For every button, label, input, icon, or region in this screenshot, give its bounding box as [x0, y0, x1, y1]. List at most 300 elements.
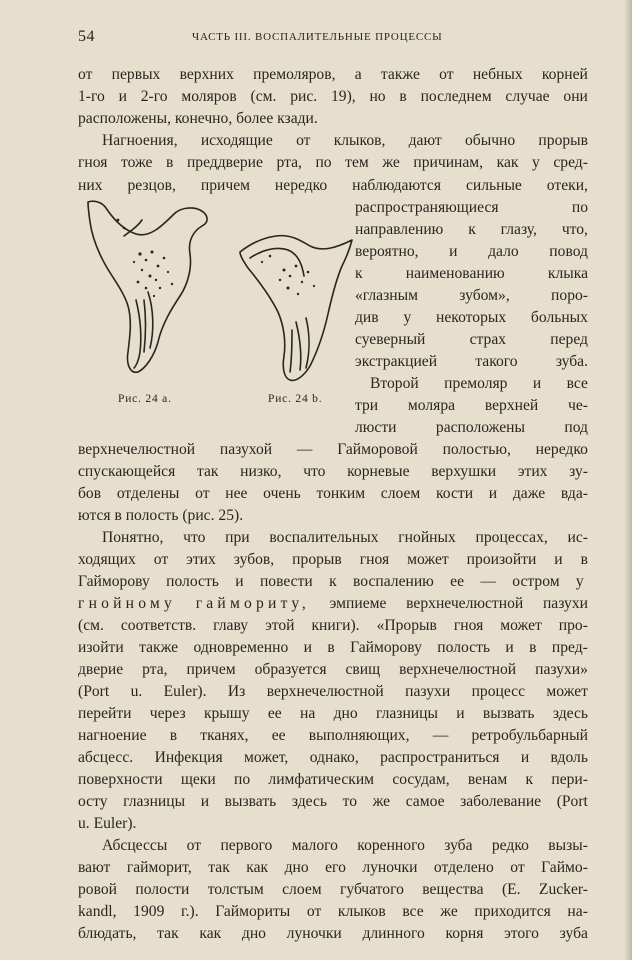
word: экстракцией	[355, 353, 438, 370]
word: глазницы	[375, 705, 438, 722]
word: вызвать	[224, 793, 277, 810]
figure-24b-caption: Рис. 24 b.	[268, 393, 323, 405]
page-number: 54	[78, 28, 95, 45]
word: остром	[512, 573, 560, 590]
text-line	[78, 813, 588, 835]
word: первых	[111, 66, 161, 83]
word: блюдать,	[78, 925, 137, 942]
word: может	[500, 617, 542, 634]
text-line	[78, 483, 588, 505]
text-line	[78, 505, 588, 527]
text-line	[78, 659, 588, 681]
word: верхнечелюстной	[406, 595, 524, 612]
word: перед	[550, 331, 588, 348]
word: заболевание	[460, 793, 542, 810]
word: в	[327, 639, 335, 656]
word: может,	[244, 749, 289, 766]
text-line-content: ются в полость (рис. 25).	[78, 507, 244, 524]
word: такого	[475, 353, 518, 370]
word: к	[329, 573, 337, 590]
word: вещества	[422, 881, 484, 898]
word: в	[529, 639, 537, 656]
word: пазухи	[542, 595, 588, 612]
word: корневые	[347, 463, 410, 480]
word: че-	[568, 397, 588, 414]
word: нагноение	[78, 727, 147, 744]
word: лимфатическим	[268, 771, 375, 788]
word: этой	[265, 617, 295, 634]
word: и	[118, 88, 127, 105]
text-line-content: расположены, конечно, более кзади.	[78, 110, 318, 127]
word: к	[525, 771, 534, 788]
word: верхнечелюстной	[78, 441, 196, 458]
word: одновременно	[193, 639, 289, 656]
word: прорыв	[538, 132, 588, 149]
word: процесс	[471, 683, 526, 700]
word: отеки,	[546, 177, 588, 194]
text-line	[355, 351, 588, 373]
word: бов	[78, 485, 102, 502]
word: выполняющих,	[308, 727, 410, 744]
word: отделено	[433, 859, 494, 876]
word: ис-	[567, 529, 588, 546]
word: полостью,	[442, 441, 511, 458]
word: нередко	[274, 177, 328, 194]
word: даже	[512, 485, 546, 502]
word: kandl,	[78, 903, 117, 920]
word: клыков	[337, 903, 386, 920]
word: наименованию	[405, 265, 505, 282]
word: изойти	[78, 639, 124, 656]
word: кости	[435, 485, 474, 502]
word: ее	[450, 573, 465, 590]
word: моляров	[181, 88, 237, 105]
word: все	[402, 903, 424, 920]
word: причем	[200, 177, 250, 194]
word: тонким	[316, 485, 366, 502]
word: «глазным	[355, 287, 418, 304]
text-line	[78, 175, 588, 197]
word: же	[372, 793, 391, 810]
word: Второй	[370, 375, 419, 392]
word: здесь	[552, 705, 588, 722]
word: 2-го	[140, 88, 168, 105]
word: толстым	[207, 881, 264, 898]
word: луночки	[362, 859, 418, 876]
word: луночки	[286, 925, 342, 942]
word: на-	[567, 903, 588, 920]
figure-24a-tooth-illustration	[84, 196, 224, 386]
text-line	[78, 86, 588, 108]
word: очень	[263, 485, 301, 502]
text-line	[102, 527, 588, 549]
word: самое	[405, 793, 445, 810]
word: небных	[472, 66, 523, 83]
word: дало	[488, 243, 519, 260]
word: слоем	[282, 881, 322, 898]
word: зуба	[444, 837, 473, 854]
word: отделены	[116, 485, 180, 502]
word: u.	[130, 683, 143, 700]
word: эмпиеме	[329, 595, 387, 612]
word: как	[496, 154, 519, 171]
text-line-content: u. Euler).	[78, 815, 137, 832]
text-line	[102, 130, 588, 152]
word: вызвать	[482, 705, 535, 722]
word: от	[510, 859, 525, 876]
word: от	[296, 132, 311, 149]
word: от	[306, 903, 322, 920]
word: у	[575, 573, 588, 590]
text-line	[78, 152, 588, 174]
word: глазницы	[123, 793, 186, 810]
word: расположены	[435, 419, 525, 436]
word: по	[233, 771, 251, 788]
word: верхних	[179, 66, 234, 83]
word: люсти	[355, 419, 397, 436]
word: в	[169, 727, 178, 744]
word: что,	[561, 221, 588, 238]
text-line	[78, 64, 588, 86]
word: абсцесс.	[78, 749, 134, 766]
word: вероятно,	[355, 243, 419, 260]
word: что	[183, 529, 206, 546]
word: от	[153, 551, 169, 568]
word: этих	[186, 551, 216, 568]
word: от	[186, 837, 202, 854]
word: зуба	[559, 925, 588, 942]
text-line	[370, 373, 588, 395]
word: на	[300, 705, 316, 722]
word: может	[407, 551, 449, 568]
word: исходящие	[200, 132, 273, 149]
word: больных	[530, 309, 588, 326]
text-line	[355, 307, 588, 329]
word: нередко	[535, 441, 588, 458]
word: тем	[345, 154, 369, 171]
word: спускающейся	[78, 463, 176, 480]
word: Zucker-	[538, 881, 588, 898]
word: «Прорыв	[376, 617, 437, 634]
word: прорыв	[292, 551, 342, 568]
word: перейти	[78, 705, 132, 722]
word: как	[246, 859, 269, 876]
word: ее	[267, 705, 282, 722]
word: Гаймориты	[215, 903, 291, 920]
word: суеверный	[355, 331, 426, 348]
word: сосудам,	[392, 771, 450, 788]
word: корня	[445, 925, 484, 942]
word: распространяющиеся	[355, 199, 499, 216]
word: причем	[186, 661, 236, 678]
word: полость	[166, 573, 219, 590]
word: гнойных	[398, 529, 456, 546]
word: и	[488, 485, 498, 502]
word: моляра	[407, 397, 456, 414]
word: коренного	[357, 837, 425, 854]
text-line	[78, 593, 588, 615]
word: гайморит,	[126, 859, 192, 876]
word: соответств.	[120, 617, 197, 634]
word: клыков,	[333, 132, 386, 149]
word: повести	[259, 573, 313, 590]
word: что	[303, 463, 326, 480]
word: верхней	[484, 397, 539, 414]
text-line	[78, 571, 588, 593]
word: а	[354, 66, 362, 83]
word: вдоль	[550, 749, 588, 766]
word: губчатого	[339, 881, 404, 898]
word: так	[196, 463, 219, 480]
word: (Port	[78, 683, 110, 700]
word: рта,	[142, 661, 168, 678]
text-line	[78, 769, 588, 791]
word: к	[355, 265, 363, 282]
word: дверие	[78, 661, 124, 678]
word: повод	[549, 243, 588, 260]
word: клыка	[547, 265, 588, 282]
word: же	[382, 154, 400, 171]
word: страх	[469, 331, 507, 348]
word: в	[166, 154, 174, 171]
word: процессах,	[475, 529, 548, 546]
word: и	[532, 375, 542, 392]
word: полость	[437, 639, 491, 656]
text-line	[78, 791, 588, 813]
word: и	[456, 705, 465, 722]
word: 1909	[133, 903, 165, 920]
word: наблюдаются	[352, 177, 442, 194]
word: пазухи	[405, 683, 451, 700]
text-line	[78, 549, 588, 571]
word: 19),	[330, 88, 356, 105]
running-title: ЧАСТЬ III. ВОСПАЛИТЕЛЬНЫЕ ПРОЦЕССЫ	[192, 31, 443, 43]
word: рис.	[290, 88, 318, 105]
word: к	[468, 221, 476, 238]
word: (см.	[78, 617, 104, 634]
word: и	[235, 573, 244, 590]
word: зуба.	[555, 353, 588, 370]
word: главу	[213, 617, 249, 634]
word: редко	[491, 837, 529, 854]
text-line	[78, 725, 588, 747]
text-line	[78, 615, 588, 637]
word: как	[199, 925, 222, 942]
word: ровой	[78, 881, 117, 898]
word: див	[355, 309, 379, 326]
word: все	[566, 375, 588, 392]
word: направлению	[355, 221, 444, 238]
word: Гайморовой	[337, 441, 418, 458]
text-line	[78, 439, 588, 461]
word: —	[296, 441, 313, 458]
text-line	[355, 395, 588, 417]
word: зубом»,	[459, 287, 510, 304]
word: низко,	[240, 463, 282, 480]
word: последнем	[420, 88, 492, 105]
word: также	[380, 66, 420, 83]
word: случае	[505, 88, 550, 105]
word: но	[369, 88, 386, 105]
word: распространиться	[380, 749, 500, 766]
word: от	[195, 485, 210, 502]
word: —	[480, 573, 496, 590]
text-line	[355, 197, 588, 219]
word: от	[78, 66, 93, 83]
word: тоже	[120, 154, 153, 171]
word: —	[432, 727, 449, 744]
word: Нагноения,	[102, 132, 178, 149]
word: (см.	[250, 88, 277, 105]
word: сред-	[553, 154, 588, 171]
word: Понятно,	[102, 529, 164, 546]
text-line	[78, 637, 588, 659]
word: обычно	[464, 132, 516, 149]
word: по	[315, 154, 332, 171]
word: ее	[271, 727, 286, 744]
word: книги).	[311, 617, 360, 634]
word: этих	[517, 463, 548, 480]
word: ходящих	[78, 551, 136, 568]
word: и	[449, 243, 458, 260]
word: премоляр	[444, 375, 508, 392]
word: крышу	[203, 705, 250, 722]
word: свищ	[345, 661, 381, 678]
word: некоторых	[436, 309, 507, 326]
word: глазу,	[500, 221, 537, 238]
word: сильные	[465, 177, 522, 194]
text-line	[355, 329, 588, 351]
text-line	[102, 835, 588, 857]
word: от	[439, 66, 454, 83]
figure-24a-caption: Рис. 24 a.	[118, 393, 172, 405]
word: и	[520, 749, 530, 766]
word: верхнечелюстной	[266, 683, 384, 700]
word: Гайморову	[78, 573, 150, 590]
word: дают	[408, 132, 442, 149]
word: у	[403, 309, 412, 326]
word: Из	[227, 683, 246, 700]
word: (Port	[556, 793, 588, 810]
text-line	[355, 219, 588, 241]
word: под	[564, 419, 588, 436]
text-line	[78, 461, 588, 483]
word: зу-	[569, 463, 588, 480]
word: резцов,	[127, 177, 176, 194]
word: же	[440, 903, 458, 920]
word: приходится	[474, 903, 551, 920]
word: Абсцессы	[102, 837, 168, 854]
word: и	[200, 793, 210, 810]
text-line	[78, 923, 588, 945]
word: однако,	[309, 749, 359, 766]
word: дно	[333, 705, 358, 722]
word: Гайморову	[350, 639, 422, 656]
word: поверхности	[78, 771, 163, 788]
word: в	[399, 88, 407, 105]
text-line	[355, 285, 588, 307]
word: по	[571, 199, 588, 216]
word: верхнечелюстной	[399, 661, 517, 678]
word: пери-	[551, 771, 588, 788]
text-line	[78, 681, 588, 703]
word: этого	[504, 925, 539, 942]
word: длинного	[362, 925, 425, 942]
text-line	[355, 241, 588, 263]
word: через	[149, 705, 186, 722]
word: 1-го	[78, 88, 105, 105]
word: и	[505, 639, 514, 656]
word: в	[580, 551, 588, 568]
word: ретробульбарный	[471, 727, 588, 744]
word: Гаймо-	[541, 859, 588, 876]
word: преддверие	[186, 154, 263, 171]
word: так	[208, 859, 230, 876]
word: также	[139, 639, 179, 656]
word: здесь	[291, 793, 327, 810]
word: верхушки	[431, 463, 497, 480]
text-line	[355, 417, 588, 439]
word: про-	[558, 617, 588, 634]
word: рта,	[276, 154, 302, 171]
word: поро-	[551, 287, 588, 304]
word: гноя	[453, 617, 484, 634]
word: (E.	[501, 881, 521, 898]
text-line	[78, 857, 588, 879]
word: дно	[241, 925, 266, 942]
word: гаймориту,	[195, 595, 310, 612]
word: вда-	[560, 485, 588, 502]
word: корней	[541, 66, 588, 83]
word: малого	[291, 837, 338, 854]
word: дно	[284, 859, 309, 876]
word: г.).	[180, 903, 199, 920]
word: причинам,	[413, 154, 484, 171]
word: нее	[225, 485, 248, 502]
word: произойти	[466, 551, 537, 568]
word: три	[355, 397, 379, 414]
word: гноя	[359, 551, 390, 568]
word: зубов,	[233, 551, 275, 568]
word: и	[554, 551, 563, 568]
word: то	[342, 793, 357, 810]
word: осту	[78, 793, 108, 810]
word: образуется	[254, 661, 327, 678]
word: щеки	[180, 771, 216, 788]
text-line	[355, 263, 588, 285]
word: пазухи»	[535, 661, 588, 678]
word: пазухой	[219, 441, 273, 458]
word: может	[546, 683, 588, 700]
text-line	[78, 901, 588, 923]
text-line	[78, 747, 588, 769]
word: и	[303, 639, 312, 656]
word: гноя	[78, 154, 108, 171]
word: у	[532, 154, 540, 171]
figure-24b-tooth-illustration	[232, 226, 358, 386]
word: слоем	[380, 485, 421, 502]
word: Инфекция	[154, 749, 223, 766]
word: его	[325, 859, 346, 876]
word: Euler).	[163, 683, 207, 700]
word: тканях,	[200, 727, 249, 744]
text-line	[78, 108, 588, 130]
word: при	[225, 529, 250, 546]
word: премоляров,	[253, 66, 336, 83]
word: венам	[467, 771, 508, 788]
page-header	[78, 28, 586, 48]
word: воспалительных	[269, 529, 379, 546]
